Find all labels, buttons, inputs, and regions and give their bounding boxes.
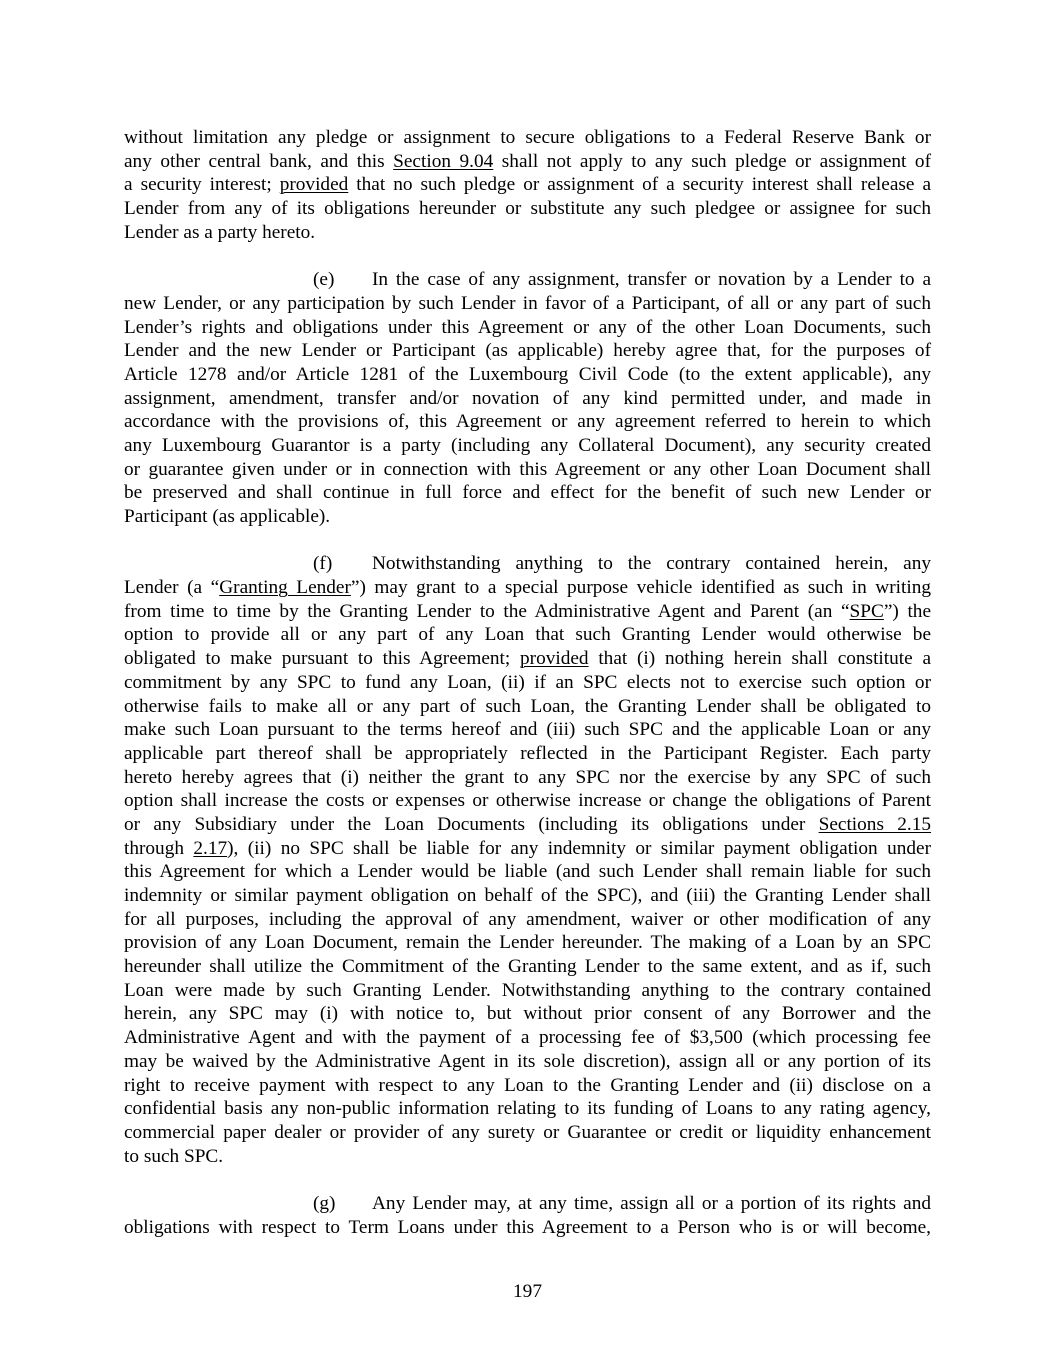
underlined-term: SPC bbox=[849, 600, 884, 622]
text-line bbox=[124, 623, 931, 647]
text-span: may be waived by the Administrative Agent in its sole discretion), assign all or any portion of its bbox=[124, 1050, 931, 1072]
text-span: to such SPC. bbox=[124, 1145, 224, 1167]
text-line bbox=[124, 742, 931, 766]
text-line bbox=[124, 1050, 931, 1074]
text-line bbox=[124, 600, 931, 624]
text-span: from time to time by the Granting Lender to the Administrative Agent and Parent (an “ bbox=[124, 600, 850, 622]
text-span: ), (ii) no SPC shall be liable for any indemnity or similar payment obligation under bbox=[227, 837, 931, 859]
paragraph bbox=[124, 126, 931, 244]
text-span: ”) the bbox=[883, 600, 931, 622]
text-line bbox=[124, 268, 931, 292]
text-span: Loan were made by such Granting Lender. Notwithstanding anything to the contrary contained bbox=[124, 979, 931, 1001]
underlined-term: 2.17 bbox=[193, 837, 228, 859]
text-span: through bbox=[124, 837, 194, 859]
text-span: new Lender, or any participation by such Lender in favor of a Participant, of all or any part of such bbox=[124, 292, 931, 314]
text-line bbox=[124, 647, 931, 671]
text-span: herein, any SPC may (i) with notice to, but without prior consent of any Borrower and the bbox=[124, 1003, 931, 1025]
text-line bbox=[124, 221, 931, 245]
text-span: a security interest; bbox=[124, 174, 280, 196]
text-line bbox=[124, 1074, 931, 1098]
underlined-term: Granting Lender bbox=[219, 577, 351, 599]
text-line bbox=[124, 505, 931, 529]
text-line bbox=[124, 197, 931, 221]
text-span: accordance with the provisions of, this Agreement or any agreement referred to herein to which bbox=[124, 411, 931, 433]
text-line bbox=[124, 481, 931, 505]
text-line bbox=[124, 339, 931, 363]
text-span: option shall increase the costs or expenses or otherwise increase or change the obligations of Parent bbox=[124, 790, 931, 812]
text-line bbox=[124, 1002, 931, 1026]
text-line bbox=[124, 837, 931, 861]
text-span: provision of any Loan Document, remain the Lender hereunder. The making of a Loan by an SPC bbox=[124, 932, 931, 954]
text-span: confidential basis any non-public information relating to its funding of Loans to any rating agency, bbox=[124, 1098, 931, 1120]
text-span: Lender and the new Lender or Participant (as applicable) hereby agree that, for the purposes of bbox=[124, 340, 931, 362]
text-line bbox=[124, 316, 931, 340]
text-line bbox=[124, 173, 931, 197]
text-span: any Luxembourg Guarantor is a party (including any Collateral Document), any security created bbox=[124, 434, 931, 456]
paragraph-marker: (e) bbox=[313, 269, 335, 291]
text-span: any other central bank, and this bbox=[124, 150, 394, 172]
text-span: ”) may grant to a special purpose vehicle identified as such in writing bbox=[350, 577, 931, 599]
page-number: 197 bbox=[513, 1281, 542, 1302]
underlined-term: provided bbox=[279, 174, 349, 196]
text-span: option to provide all or any part of any Loan that such Granting Lender would otherwise be bbox=[124, 624, 931, 646]
paragraph-marker: (f) bbox=[313, 553, 333, 575]
text-span: right to receive payment with respect to any Loan to the Granting Lender and (ii) disclose on a bbox=[124, 1074, 931, 1096]
text-span: Lender from any of its obligations hereunder or substitute any such pledgee or assignee for such bbox=[124, 198, 931, 220]
text-span: for all purposes, including the approval of any amendment, waiver or other modification of any bbox=[124, 908, 931, 930]
text-span: applicable part thereof shall be appropriately reflected in the Participant Register. Each party bbox=[124, 742, 931, 764]
paragraph-f bbox=[124, 552, 931, 1168]
paragraph-e bbox=[124, 268, 931, 529]
text-span: or any Subsidiary under the Loan Documents (including its obligations under bbox=[124, 813, 819, 835]
text-line bbox=[124, 718, 931, 742]
text-span: shall not apply to any such pledge or assignment of bbox=[493, 150, 931, 172]
text-line bbox=[124, 1192, 931, 1216]
text-line bbox=[124, 363, 931, 387]
text-span: Lender (a “ bbox=[124, 577, 220, 599]
text-span: obligated to make pursuant to this Agreement; bbox=[124, 648, 521, 670]
text-line bbox=[124, 979, 931, 1003]
text-span: Lender as a party hereto. bbox=[124, 221, 316, 243]
text-span: Administrative Agent and with the payment of a processing fee of $3,500 (which processing fee bbox=[124, 1027, 931, 1049]
text-line bbox=[124, 410, 931, 434]
underlined-term: Section 9.04 bbox=[393, 150, 494, 172]
text-line bbox=[124, 766, 931, 790]
text-line bbox=[124, 860, 931, 884]
text-line bbox=[124, 1145, 931, 1169]
text-span: without limitation any pledge or assignment to secure obligations to a Federal Reserve Bank or bbox=[124, 127, 931, 148]
text-line bbox=[124, 1026, 931, 1050]
text-span: Any Lender may, at any time, assign all or a portion of its rights and bbox=[372, 1192, 931, 1214]
text-line bbox=[124, 955, 931, 979]
text-span: Participant (as applicable). bbox=[124, 506, 331, 527]
text-line bbox=[124, 813, 931, 837]
text-span: make such Loan pursuant to the terms hereof and (iii) such SPC and the applicable Loan or any bbox=[124, 719, 931, 741]
underlined-term: provided bbox=[520, 648, 589, 670]
text-line bbox=[124, 576, 931, 600]
text-span: this Agreement for which a Lender would be liable (and such Lender shall remain liable for such bbox=[124, 861, 931, 883]
text-span: assignment, amendment, transfer and/or novation of any kind permitted under, and made in bbox=[124, 387, 931, 409]
paragraph-g bbox=[124, 1192, 931, 1239]
text-line bbox=[124, 292, 931, 316]
text-line bbox=[124, 789, 931, 813]
text-span: Lender’s rights and obligations under this Agreement or any of the other Loan Documents, such bbox=[124, 316, 931, 338]
text-line bbox=[124, 1121, 931, 1145]
text-line bbox=[124, 884, 931, 908]
text-line bbox=[124, 671, 931, 695]
text-line bbox=[124, 908, 931, 932]
text-span: hereunder shall utilize the Commitment of the Granting Lender to the same extent, and as if, such bbox=[124, 956, 931, 978]
text-span: that no such pledge or assignment of a security interest shall release a bbox=[348, 174, 931, 196]
underlined-term: Sections 2.15 bbox=[818, 813, 931, 835]
text-span: Article 1278 and/or Article 1281 of the Luxembourg Civil Code (to the extent applicable), any bbox=[124, 363, 931, 385]
text-span: that (i) nothing herein shall constitute a bbox=[588, 648, 932, 670]
text-line bbox=[124, 552, 931, 576]
text-line bbox=[124, 387, 931, 411]
text-span: be preserved and shall continue in full force and effect for the benefit of such new Lender or bbox=[124, 482, 931, 504]
text-span: commitment by any SPC to fund any Loan, (ii) if an SPC elects not to exercise such option or bbox=[124, 671, 931, 693]
text-line bbox=[124, 1097, 931, 1121]
text-line bbox=[124, 434, 931, 458]
document-body bbox=[124, 126, 931, 1263]
text-span: indemnity or similar payment obligation on behalf of the SPC), and (iii) the Granting Lender shall bbox=[124, 885, 931, 906]
text-span: hereto hereby agrees that (i) neither the grant to any SPC nor the exercise by any SPC of such bbox=[124, 766, 931, 788]
text-span: In the case of any assignment, transfer or novation by a Lender to a bbox=[372, 269, 931, 291]
text-span: obligations with respect to Term Loans under this Agreement to a Person who is or will become, bbox=[124, 1216, 931, 1238]
text-line bbox=[124, 1216, 931, 1240]
text-line bbox=[124, 126, 931, 150]
text-line bbox=[124, 931, 931, 955]
text-span: Notwithstanding anything to the contrary contained herein, any bbox=[372, 553, 931, 575]
text-line bbox=[124, 695, 931, 719]
text-span: otherwise fails to make all or any part of such Loan, the Granting Lender shall be obligated to bbox=[124, 695, 931, 717]
text-line bbox=[124, 150, 931, 174]
text-line bbox=[124, 458, 931, 482]
text-span: or guarantee given under or in connection with this Agreement or any other Loan Document shall bbox=[124, 458, 931, 480]
paragraph-marker: (g) bbox=[313, 1192, 336, 1214]
text-span: commercial paper dealer or provider of any surety or Guarantee or credit or liquidity enhancement bbox=[124, 1121, 931, 1143]
